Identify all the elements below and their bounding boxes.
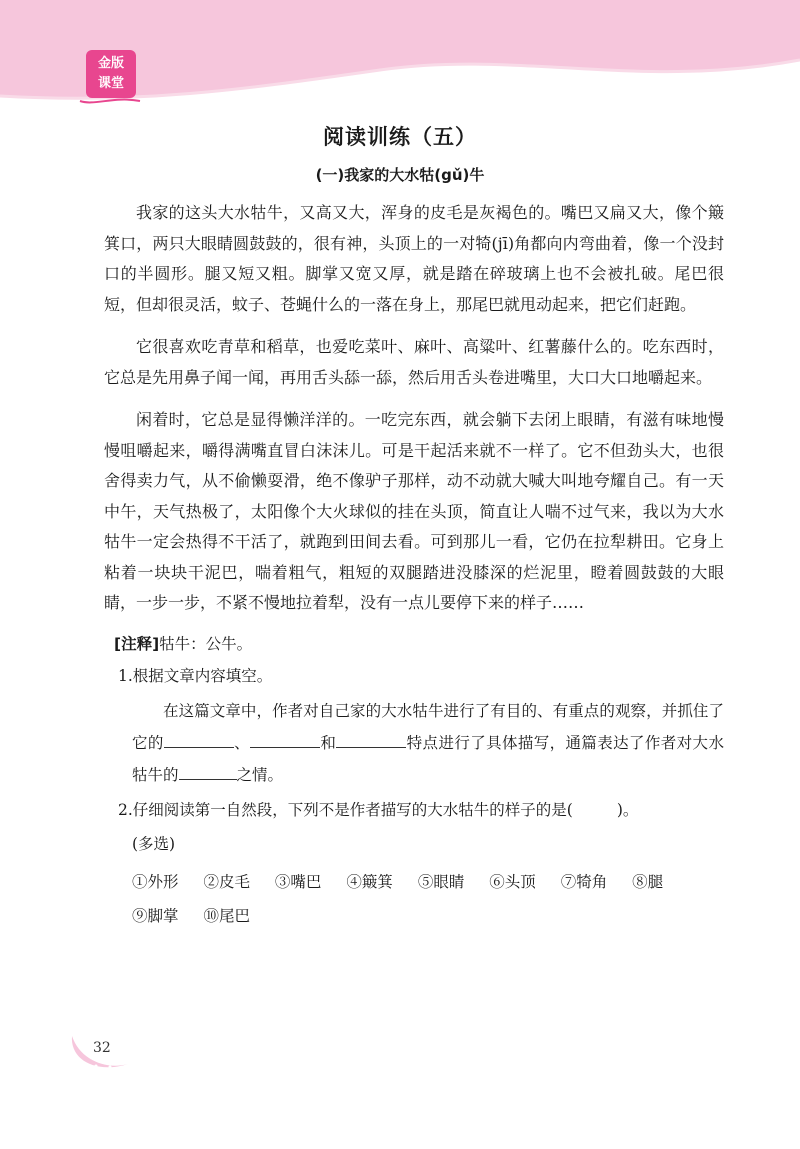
q2-title: 2.仔细阅读第一自然段，下列不是作者描写的大水牯牛的样子的是( bbox=[118, 800, 573, 819]
option-item: ⑧腿 bbox=[632, 872, 664, 891]
page-number: 32 bbox=[93, 1040, 111, 1056]
brand-logo bbox=[86, 50, 136, 98]
blank-2[interactable] bbox=[250, 733, 320, 748]
question-2-title bbox=[118, 795, 724, 825]
paragraph-1: 我家的这头大水牯牛，又高又大，浑身的皮毛是灰褐色的。嘴巴又扁又大，像个簸箕口，两只大眼睛圆鼓鼓的，很有神，头顶上的一对犄(jī)角都向内弯曲着，像一个没封口的半圆形。腿又短又粗。脚掌又宽又厚，就是踏在碎玻璃上也不会被扎破。尾巴很短，但却很灵活，蚊子、苍蝇什么的一落在身上，那尾巴就甩动起来，把它们赶跑。 bbox=[104, 203, 724, 314]
option-item: ③嘴巴 bbox=[274, 872, 322, 891]
content bbox=[104, 198, 724, 933]
brand-line2: 课堂 bbox=[97, 76, 124, 91]
paragraph-2: 它很喜欢吃青草和稻草，也爱吃菜叶、麻叶、高粱叶、红薯藤什么的。吃东西时，它总是先用鼻子闻一闻，再用舌头舔一舔，然后用舌头卷进嘴里，大口大口地嚼起来。 bbox=[104, 337, 724, 387]
logo-swirl-icon bbox=[78, 96, 142, 106]
paragraph-3: 闲着时，它总是显得懒洋洋的。一吃完东西，就会躺下去闭上眼睛，有滋有味地慢慢咀嚼起来，嚼得满嘴直冒白沫沫儿。可是干起活来就不一样了。它不但劲头大，也很舍得卖力气，从不偷懒耍滑，绝不像驴子那样，动不动就大喊大叫地夸耀自己。有一天中午，天气热极了，太阳像个大火球似的挂在头顶，简直让人喘不过气来，我以为大水牯牛一定会热得不干活了，就跑到田间去看。可到那儿一看，它仍在拉犁耕田。它身上粘着一块块干泥巴，喘着粗气，粗短的双腿踏进没膝深的烂泥里，瞪着圆鼓鼓的大眼睛，一步一步，不紧不慢地拉着犁，没有一点儿要停下来的样子…… bbox=[104, 410, 724, 612]
q1-part1: 在这篇文章中，作者对自己家的大水牯牛进行了有目的、有重点的观察，并抓住了它的 bbox=[132, 701, 724, 752]
option-item: ⑩尾巴 bbox=[203, 906, 250, 925]
page-title: 阅读训练（五） bbox=[323, 125, 477, 149]
blank-3[interactable] bbox=[336, 733, 406, 748]
brand-line1: 金版 bbox=[97, 56, 124, 71]
option-item: ②皮毛 bbox=[203, 872, 250, 891]
blank-1[interactable] bbox=[164, 733, 234, 748]
q1-sep2: 和 bbox=[320, 733, 337, 752]
q1-sep1: 、 bbox=[233, 733, 251, 752]
question-1-body bbox=[132, 695, 724, 791]
annotation-text: 牯牛：公牛。 bbox=[159, 634, 253, 653]
option-item: ①外形 bbox=[132, 872, 179, 891]
option-item: ⑥头顶 bbox=[489, 872, 536, 891]
blank-4[interactable] bbox=[179, 765, 237, 780]
q1-part3: 之情。 bbox=[236, 765, 284, 784]
q1-part2: 特点进行了具体描写，通篇表达了作者对大水牯牛的 bbox=[132, 733, 724, 784]
annotation-label: [注释] bbox=[114, 634, 160, 653]
article-title: (一)我家的大水牯(gǔ)牛 bbox=[315, 166, 485, 184]
q2-title-end: )。 bbox=[616, 800, 639, 819]
question-1-title: 1.根据文章内容填空。 bbox=[118, 666, 273, 685]
annotation bbox=[114, 631, 724, 657]
options-list bbox=[132, 865, 724, 933]
option-item: ⑨脚掌 bbox=[132, 906, 179, 925]
option-item: ⑤眼睛 bbox=[417, 872, 465, 891]
q2-note: (多选) bbox=[132, 834, 176, 853]
option-item: ⑦犄角 bbox=[560, 872, 608, 891]
option-item: ④簸箕 bbox=[346, 872, 393, 891]
